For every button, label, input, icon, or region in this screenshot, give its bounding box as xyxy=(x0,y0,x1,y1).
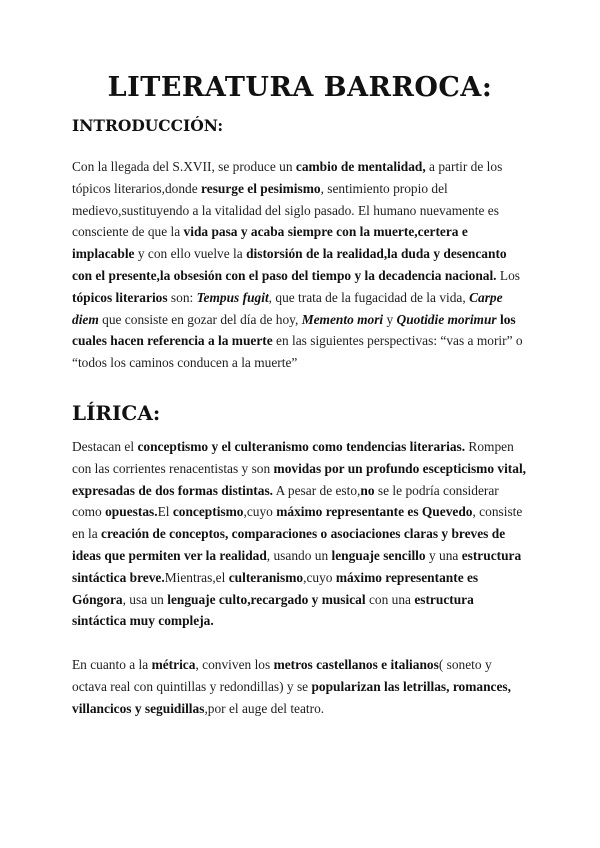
bold-text: creación de conceptos, comparaciones o asociaciones claras y breves de ideas que permiten ver la realidad xyxy=(72,526,506,563)
bold-text: lenguaje culto,recargado y musical xyxy=(167,591,366,607)
lirica-heading: LÍRICA: xyxy=(72,400,161,425)
bold-text: opuestas. xyxy=(105,504,158,520)
lirica-paragraph xyxy=(72,436,528,632)
latin-topic-text: Quotidie morimur xyxy=(396,311,497,327)
bold-text: metros castellanos e italianos xyxy=(273,657,439,673)
body-text: y xyxy=(383,311,397,327)
bold-text: popularizan las letrillas, romances, villancicos y seguidillas xyxy=(72,678,511,716)
body-text: Mientras,el xyxy=(164,569,229,585)
body-text: , consiste en la xyxy=(72,504,523,542)
body-text: a partir de los tópicos literarios,donde xyxy=(72,159,503,196)
intro-paragraph xyxy=(72,156,528,374)
bold-text: vida pasa y acaba siempre con la muerte,certera e implacable xyxy=(72,224,468,262)
latin-topic-text: Tempus fugit xyxy=(196,289,269,305)
body-text: ,cuyo xyxy=(303,569,336,585)
body-text: , usa un xyxy=(122,591,168,607)
bold-text: máximo representante es Quevedo xyxy=(276,504,473,520)
bold-text: culteranismo xyxy=(228,569,304,585)
document-title: LITERATURA BARROCA: xyxy=(107,72,493,103)
body-text: , que trata de la fugacidad de la vida, xyxy=(268,289,470,305)
bold-text: lenguaje sencillo xyxy=(331,547,426,563)
body-text: Rompen con las corrientes renacentistas y son xyxy=(72,438,514,476)
body-text: ,por el auge del teatro. xyxy=(204,700,325,716)
body-text: con una xyxy=(365,591,415,607)
bold-text: distorsión de la realidad,la duda y desencanto con el presente,la obsesión con el paso del tiempo y la decadencia nacional. xyxy=(72,246,507,283)
bold-text: estructura sintáctica breve. xyxy=(72,547,522,585)
body-text: En cuanto a la xyxy=(72,657,152,673)
body-text: ( soneto y octava real con quintillas y redondillas) y se xyxy=(72,657,492,694)
body-text: en las siguientes perspectivas: “vas a morir” o “todos los caminos conducen a la muerte” xyxy=(72,333,523,371)
bold-text: no xyxy=(360,482,375,498)
body-text: que consiste en gozar del día de hoy, xyxy=(98,311,302,327)
body-text: ,cuyo xyxy=(243,504,277,520)
body-text: se le podría considerar como xyxy=(72,482,499,520)
body-text: son: xyxy=(167,289,197,305)
body-text: A pesar de esto, xyxy=(273,482,361,498)
body-text: y con ello vuelve la xyxy=(134,246,247,262)
latin-topic-text: Carpe diem xyxy=(72,289,503,327)
body-text: , conviven los xyxy=(195,657,274,673)
latin-topic-text: Memento mori xyxy=(301,311,384,327)
bold-text: los cuales hacen referencia a la muerte xyxy=(72,311,516,349)
bold-text: métrica xyxy=(151,657,196,673)
bold-text: resurge el pesimismo xyxy=(201,180,321,196)
body-text: , usando un xyxy=(266,547,332,563)
body-text: Los xyxy=(496,267,520,283)
bold-text: conceptismo y el culteranismo como tendencias literarias. xyxy=(137,438,466,454)
bold-text: conceptismo xyxy=(172,504,244,520)
body-text: Con la llegada del S.XVII, se produce un xyxy=(72,159,296,174)
bold-text: tópicos literarios xyxy=(72,289,168,305)
bold-text: cambio de mentalidad, xyxy=(295,159,426,174)
bold-text: estructura sintáctica muy compleja. xyxy=(72,591,474,629)
bold-text: máximo representante es Góngora xyxy=(72,569,479,607)
intro-heading: INTRODUCCIÓN: xyxy=(72,116,224,135)
body-text: El xyxy=(157,504,173,520)
body-text: , sentimiento propio del medievo,sustituyendo a la vitalidad del siglo pasado. El humano nuevamente es consciente de que la xyxy=(72,180,499,240)
body-text: y una xyxy=(425,547,462,563)
bold-text: movidas por un profundo escepticismo vital, expresadas de dos formas distintas. xyxy=(72,460,527,498)
metrica-paragraph xyxy=(72,654,528,719)
body-text: Destacan el xyxy=(72,438,138,454)
